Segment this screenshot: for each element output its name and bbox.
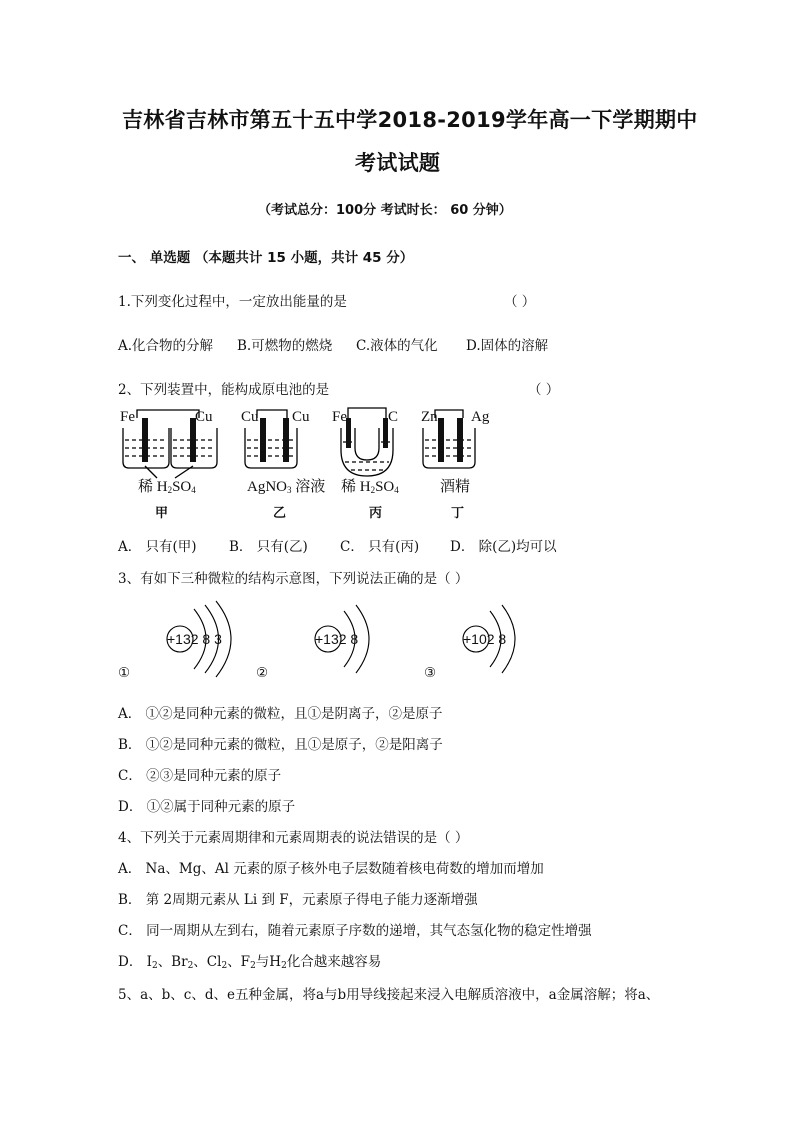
q4-option-d: D． $I_2$、$Br_2$、$Cl_2$、$F_2$与$H_2$化合越来越容易 [118,954,382,971]
q1-option-a: A.化合物的分解 [118,338,214,354]
q2-option-a: A． 只有(甲) [118,539,197,555]
cell-ding-right-label: Ag [471,409,490,425]
q3-option-d: D． ①②属于同种元素的原子 [118,799,296,815]
q5-stem: 5、a、b、c、d、e五种金属，将a与b用导线接起来浸入电解质溶液中，a金属溶解；将a、 [118,987,660,1003]
electrode-fe [142,418,148,462]
electrode-cu-right [283,418,289,462]
cell-ding-caption: 丁 [451,506,465,521]
q1-option-d: D.固体的溶解 [466,338,549,354]
q2-option-d: D． 除(乙)均可以 [450,539,557,555]
q2-option-b: B． 只有(乙) [229,539,308,555]
exam-info: （考试总分：100分 考试时长： 60 分钟） [258,203,512,218]
cell-ding-left-label: Zn [421,409,438,425]
electrode-ag [457,418,463,462]
cell-jia-caption: 甲 [155,506,169,521]
cell-jia-right-label: Cu [195,409,213,425]
q3-option-a: A． ①②是同种元素的微粒，且①是阴离子，②是原子 [118,706,443,722]
cell-bing-solution: 稀 $H_2SO_4$ [341,479,399,495]
cell-jia-solution: 稀 $H_2SO_4$ [138,479,196,495]
cell-bing-right-label: C [388,409,399,425]
page-title: 吉林省吉林市第五十五中学2018-2019学年高一下学期期中 [122,108,698,132]
particle-2-label: +132 8 [315,631,359,647]
q3-option-b: B． ①②是同种元素的微粒，且①是原子，②是阳离子 [118,737,443,753]
q3-option-c: C． ②③是同种元素的原子 [118,768,282,784]
page-title-line2: 考试试题 [355,151,441,175]
q2-option-c: C． 只有(丙) [340,539,420,555]
cell-jia-left-label: Fe [120,409,135,425]
electrode-zn [438,418,444,462]
cell-yi-solution: AgNO$_3$ 溶液 [247,479,326,495]
q2-answer-paren: （ ） [528,382,560,398]
electrode-cu-left [260,418,266,462]
cell-yi-caption: 乙 [273,506,287,521]
q4-option-c: C． 同一周期从左到右，随着元素原子序数的递增，其气态氢化物的稳定性增强 [118,923,592,939]
cells-figure [115,404,505,524]
q1-option-b: B.可燃物的燃烧 [237,338,333,354]
q3-stem: 3、有如下三种微粒的结构示意图，下列说法正确的是（ ） [118,571,469,587]
q2-stem: 2、下列装置中，能构成原电池的是 [118,382,330,398]
particle-1-index: ① [118,665,131,681]
particle-1-label: +132 8 3 [167,631,222,647]
q1-answer-paren: （ ） [504,294,536,310]
q4-stem: 4、下列关于元素周期律和元素周期表的说法错误的是（ ） [118,830,469,846]
q4-option-b: B． 第 2周期元素从 Li 到 F，元素原子得电子能力逐渐增强 [118,892,478,908]
q4-option-a: A． Na、Mg、Al 元素的原子核外电子层数随着核电荷数的增加而增加 [118,861,544,877]
q1-option-c: C.液体的气化 [356,338,438,354]
particle-3-label: +102 8 [463,631,507,647]
cell-yi-left-label: Cu [241,409,259,425]
particle-3-index: ③ [424,665,437,681]
cell-bing-left-label: Fe [332,409,347,425]
cell-ding-solution: 酒精 [440,479,471,495]
q1-stem: 1.下列变化过程中，一定放出能量的是 [118,294,347,310]
section-heading: 一、 单选题 （本题共计 15 小题，共计 45 分） [118,250,414,266]
particle-2-index: ② [256,665,269,681]
cell-bing-caption: 丙 [369,506,383,521]
cell-yi-right-label: Cu [292,409,310,425]
